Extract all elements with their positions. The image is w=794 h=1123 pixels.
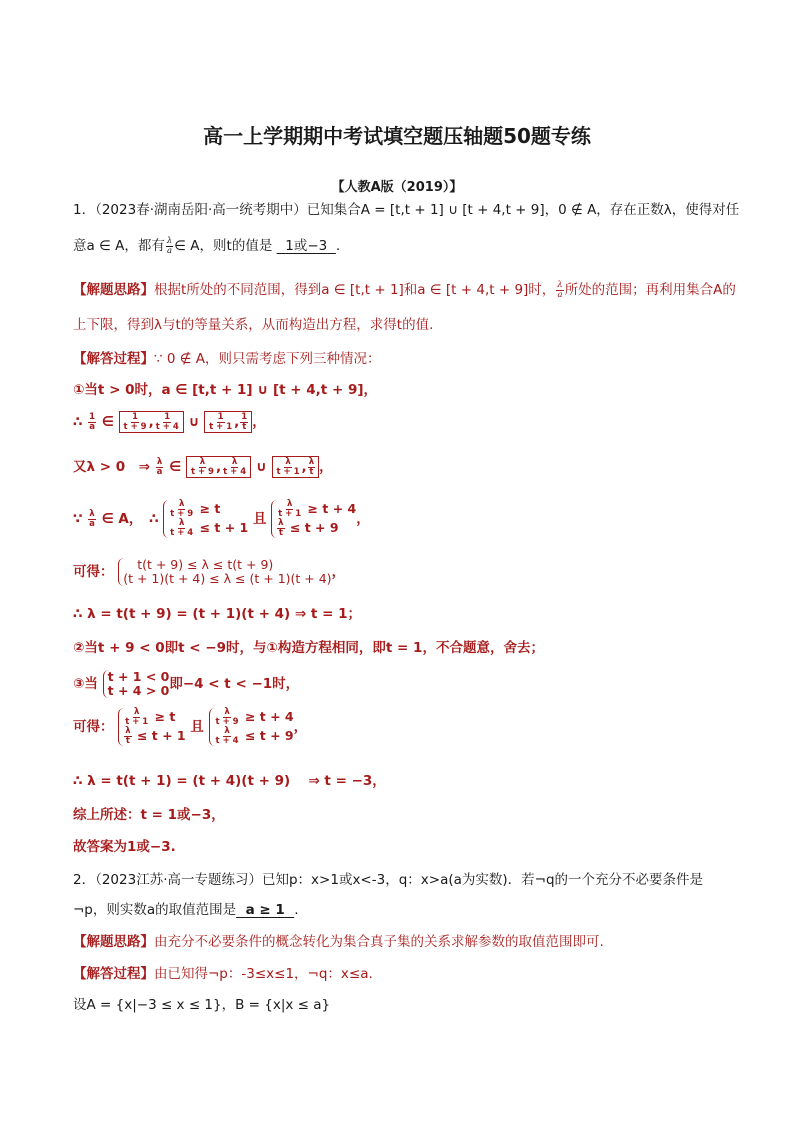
q1-think-line1: 【解题思路】根据t所处的不同范围，得到a ∈ [t,t + 1]和a ∈ [t + 4,t + 9]时， $\frac{\lambda}{a}$ 所处的范围；再利用集合A的	[73, 279, 736, 300]
q1-case2: ②当t + 9 < 0即t < −9时，与①构造方程相同，即t = 1，不合题意，舍去；	[73, 640, 544, 656]
q1-case1-system: ∵ $\frac{\lambda}{a}$ ∈ A， ∴ $\frac{\lambda}{t + 9}$ ≥ t $\frac{\lambda}{t + 4}$ ≤ t + 1 且 $\frac{\lambda}{t + 1}$ ≥ t + 4 $\frac{\lambda}{t}$ ≤ t + 9 ，	[73, 499, 370, 538]
q2-proc: 【解答过程】由已知得¬p：-3≤x≤1，¬q：x≤a.	[73, 966, 373, 982]
q1-final-answer: 故答案为1或−3.	[73, 839, 176, 855]
q1-stem-text2: ∈ A，则t的值是	[174, 238, 273, 254]
fraction: $\frac{\lambda}{a}$	[557, 279, 563, 300]
q1-stem-text: 意a ∈ A，都有	[73, 238, 165, 254]
q1-case3-result: ∴ λ = t(t + 1) = (t + 4)(t + 9) ⇒ t = −3，	[73, 773, 386, 789]
q1-stem-line1: 1．（2023春·湖南岳阳·高一统考期中）已知集合A = [t,t + 1] ∪ [t + 4,t + 9]，0 ∉ A，存在正数λ，使得对任	[73, 202, 740, 218]
q1-case3: ③当 t + 1 < 0 t + 4 > 0 即−4 < t < −1时，	[73, 669, 300, 698]
q2-answer: a ≥ 1	[245, 902, 285, 918]
q1-case1-obtain: 可得： t(t + 9) ≤ λ ≤ t(t + 9) (t + 1)(t + 4) ≤ λ ≤ (t + 1)(t + 4) ，	[73, 557, 346, 586]
q1-think-line2: 上下限，得到λ与t的等量关系，从而构造出方程，求得t的值.	[73, 317, 434, 333]
proc-tag: 【解答过程】	[73, 351, 154, 367]
q1-case1-reciprocal: ∴ $\frac{1}{a}$ ∈ $\frac{1}{t + 9}$ , $\frac{1}{t + 4}$ ∪ $\frac{1}{t + 1}$ , $\frac{1}{t}$ ，	[73, 411, 266, 432]
q2-stem-line2: ¬p，则实数a的取值范围是 a ≥ 1 .	[73, 902, 299, 918]
q1-proc-line: 【解答过程】∵ 0 ∉ A，则只需考虑下列三种情况：	[73, 351, 381, 367]
q1-summary: 综上所述：t = 1或−3，	[73, 807, 225, 823]
think-tag: 【解题思路】	[73, 934, 154, 950]
q1-case1-lambda: 又λ > 0 ⇒ $\frac{\lambda}{a}$ ∈ $\frac{\lambda}{t + 9}$ , $\frac{\lambda}{t + 4}$ ∪ $\frac{\lambda}{t + 1}$ , $\frac{\lambda}{t}$ ，	[73, 456, 333, 477]
page-title: 高一上学期期中考试填空题压轴题50题专练	[203, 124, 591, 148]
q1-case1: ①当t > 0时，a ∈ [t,t + 1] ∪ [t + 4,t + 9]，	[73, 382, 378, 398]
q1-stem-line2: 意a ∈ A，都有 $\frac{\lambda}{a}$ ∈ A，则t的值是 1或−3 .	[73, 235, 341, 256]
proc-tag: 【解答过程】	[73, 966, 154, 982]
q2-sets: 设A = {x|−3 ≤ x ≤ 1}，B = {x|x ≤ a}	[73, 997, 331, 1013]
think-tag: 【解题思路】	[73, 282, 154, 298]
q2-think: 【解题思路】由充分不必要条件的概念转化为集合真子集的关系求解参数的取值范围即可.	[73, 934, 604, 950]
q1-answer: 1或−3	[285, 238, 328, 254]
q1-case1-result: ∴ λ = t(t + 9) = (t + 1)(t + 4) ⇒ t = 1；	[73, 606, 361, 622]
fraction: $\frac{\lambda}{a}$	[166, 235, 173, 256]
edition-label: 【人教A版（2019）】	[331, 180, 463, 195]
q2-stem-line1: 2．（2023江苏·高一专题练习）已知p：x>1或x<-3，q：x>a(a为实数)．若¬q的一个充分不必要条件是	[73, 872, 704, 888]
q1-case3-system: 可得： $\frac{\lambda}{t + 1}$ ≥ t $\frac{\lambda}{t}$ ≤ t + 1 且 $\frac{\lambda}{t + 9}$ ≥ t + 4 $\frac{\lambda}{t + 4}$ ≤ t + 9 ，	[73, 707, 308, 746]
